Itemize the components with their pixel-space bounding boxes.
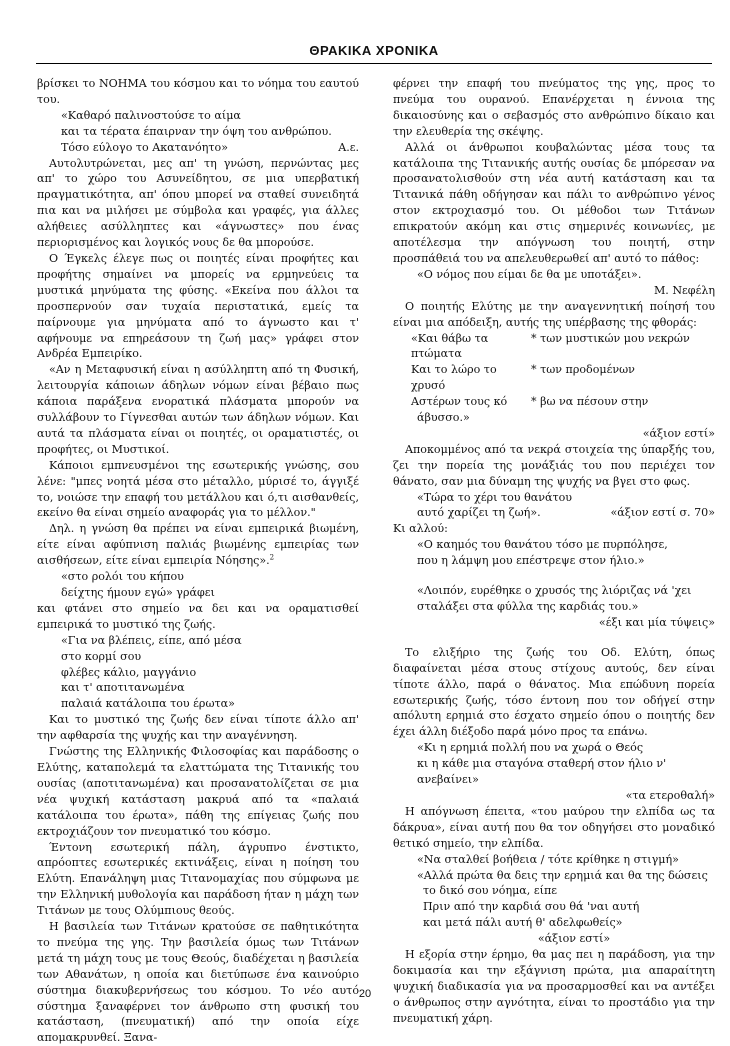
citation: Μ. Νεφέλη [653,283,715,297]
verse-line: άβυσσο.» [417,411,470,425]
paragraph: Κι αλλού: [393,522,448,536]
verse-line: «Καθαρό παλινοστούσε το αίμα [61,108,241,122]
paragraph: Έντονη εσωτερική πάλη, άγρυπνο ένστικτο, απρόοπτες εσωτερικές εκτινάξεις, είναι η ποίηση του Ελύτη. Επανάληψη μιας Τιτανομαχίας που σύμφωνα με την Ελληνική μυθολογία και παράδοση ήταν η μάχη των Τιτάνων με τους Ολύμπιους θεούς. [37,840,359,918]
verse-line: * βω να πέσουν στην [531,395,649,409]
paragraph: Ο Έγκελς έλεγε πως οι ποιητές είναι προφήτες και προφήτης σημαίνει να μπορείς να ερμηνεύεις τα μυστικά μηνύματα της φύσης. «Εκείνα που άλλοι τα προσπερνούν σαν τυχαία περιστατικά, εμείς τα παίρνουμε για μηνύματα από το άγνωστο και τ' αφήνουμε να επηρεάσουν τη ζωή μας» γράφει στον Ανδρέα Εμπειρίκο. [37,251,359,361]
verse-line: και μετά πάλι αυτή θ' αδελφωθείς» [423,916,623,930]
verse-line: «Να σταλθεί βοήθεια / τότε κρίθηκε η στιγμή» [417,852,679,866]
verse-line: «Κι η ερημιά πολλή που να χωρά ο Θεός [417,741,644,755]
page-number: 20 [358,988,372,1000]
citation: «τα ετεροθαλή» [625,788,715,802]
verse-line: Τόσο εύλογο το Ακατανόητο» [61,140,228,154]
verse-line: σταλάξει στα φύλλα της καρδιάς του.» [417,600,639,613]
right-column [393,76,715,1027]
paragraph: «Αν η Μεταφυσική είναι η ασύλληπτη από τη Φυσική, λειτουργία κάποιων άδηλων νόμων είναι βέβαιο πως κάποια παράξενα ενορατικά πλάσματα μπορούν να συλλάβουν το Γίγνεσθαι αυτών των άδηλων νόμων. Και αυτά τα πλάσματα είναι οι ποιητές, οι οραματιστές, οι προφήτες, οι Μυστικοί. [37,363,359,456]
paragraph: Κάποιοι εμπνευσμένοι της εσωτερικής γνώσης, σου λένε: "μπες νοητά μέσα στο μέταλλο, μύρισέ το, άγγιξέ το, νοιώσε την επαφή του μετάλλου και ό,τι αισθανθείς, εκείνο θα είναι σημείο αναφοράς για το μέλλον." [37,458,359,520]
paragraph: Γνώστης της Ελληνικής Φιλοσοφίας και παράδοσης ο Ελύτης, καταπολεμά τα ελαττώματα της Τιτανικής του ουσίας (αποτιτανωμένα) και προσανατολίζεται σε μια νέα ψυχική κατάσταση μακρυά από τα «παλαιά κατάλοιπα του έρωτα», πάθη της επίγειας ζωής που εκτροχιάζουν τον πνευματικό του κόσμο. [37,745,359,838]
running-header: ΘΡΑΚΙΚΑ ΧΡΟΝΙΚΑ [309,43,439,58]
verse-row [393,331,715,363]
verse-attribution-row [37,140,359,156]
verse-line: «Και θάβω τα πτώματα [411,331,489,361]
verse-line: «Αλλά πρώτα θα δεις την ερημιά και θα της δώσεις [417,868,708,882]
paragraph: βρίσκει το ΝΟΗΜΑ του κόσμου και το νόημα του εαυτού του. [37,77,359,106]
verse-row [393,394,715,410]
paragraph: Αυτολυτρώνεται, μες απ' τη γνώση, περνώντας μες απ' το χώρο του Ασυνείδητου, σε μια υπερβατική πραγματικότητα, απ' όπου μπορεί να σταθεί συνειδητά πια και να μιλήσει με σύμβολα και γραφές, για άλλες αλήθειες ασύλληπτες και «άγνωστες» που ένας περιορισμένος και λογικός νους δε θα μπορούσε. [37,156,359,250]
footnote-marker: 2 [269,553,275,562]
paragraph-text: Δηλ. η γνώση θα πρέπει να είναι εμπειρικά βιωμένη, είτε είναι αφύπνιση παλιάς βιωμένης εμπειρίας των αισθήσεων, είτε είναι εμπειρία Νόησης». [37,522,359,568]
verse-line: «Ο καημός του θανάτου τόσο με πυρπόλησε, [417,538,668,552]
paragraph: Αποκομμένος από τα νεκρά στοιχεία της ύπαρξής του, ζει την πορεία της μονάξιάς του που περιέχει τον θάνατο, σαν μια δύναμη της ψυχής να βγει στο φως. [393,442,715,488]
verse-attribution-row [393,505,715,521]
paragraph: Ο ποιητής Ελύτης με την αναγεννητική ποίησή του είναι μια απόδειξη, αυτής της υπέρβασης της φθοράς: [393,299,715,329]
citation: «άξιον εστί» [642,426,715,440]
verse-line: «στο ρολόι του κήπου [61,570,184,584]
verse-line: «Τώρα το χέρι του θανάτου [417,490,573,504]
citation: «άξιον εστί σ. 70» [610,506,715,520]
verse-line: «Ο νόμος που είμαι δε θα με υποτάξει». [417,267,642,281]
paragraph: φέρνει την επαφή του πνεύματος της γης, προς το πνεύμα του ουρανού. Επανέρχεται η έννοια της δικαιοσύνης και ο σεβασμός στο ανθρώπινο δίκαιο και την ελευθερία της σκέψης. [393,77,715,138]
verse-line: Και το λώρο το χρυσό [411,363,497,393]
verse-line: και τα τέρατα έπαιρναν την όψη του ανθρώπου. [61,124,332,138]
left-column [37,76,359,1046]
paragraph: Αλλά οι άνθρωποι κουβαλώντας μέσα τους τα κατάλοιπα της Τιτανικής αυτής ουσίας δε μπόρεσαν να προσανατολισθούν στη νέα αυτή κατάσταση και τα Τιτανικά πάθη οδήγησαν και πάλι το ανθρώπινο γένος στον εκτροχιασμό του. Οι μέθοδοι των Τιτάνων επικρατούν ακόμη και στις σημερινές κοινωνίες, με αποτέλεσμα την απόγνωση του ποιητή, στην προσπάθειά του να απελευθερωθεί απ' αυτό το πάθος: [393,140,715,265]
verse-line: κι η κάθε μια σταγόνα σταθερή στον ήλιο ν' ανεβαίνει» [417,757,667,787]
verse-line: και τ' αποτιτανωμένα [61,681,185,695]
paragraph: Και το μυστικό της ζωής δεν είναι τίποτε άλλο απ' την αφθαρσία της ψυχής και την αναγέννηση. [37,713,359,743]
verse-line: το δικό σου νόημα, είπε [423,884,557,898]
verse-line: Πριν από την καρδιά σου θά 'ναι αυτή [423,900,640,914]
verse-line: * των προδομένων [531,363,635,377]
paragraph: Το ελιξήριο της ζωής του Οδ. Ελύτη, όπως διαφαίνεται μέσα στους στίχους αυτούς, δεν είναι τίποτε άλλο, παρά ο θάνατος. Μια επώδυνη πορεία εσωτερικής ζωής, τόσο έντονη που τον οδήγεί στην απόλυτη ερημιά στο έσχατο σημείο όπου ο ποιητής δεν έχει άλλη διέξοδο παρά μόνο προς τα επάνω. [393,645,715,739]
verse-row [393,362,715,394]
verse-line: παλαιά κατάλοιπα του έρωτα» [61,697,235,711]
header-rule [36,63,712,64]
paragraph: και φτάνει στο σημείο να δει και να οραματισθεί εμπειρικά το μυστικό της ζωής. [37,601,359,631]
verse-line: «Για να βλέπεις, είπε, από μέσα [61,633,242,647]
citation: «έξι και μία τύψεις» [598,615,715,629]
citation: Α.ε. [338,140,359,154]
verse-line: στο κορμί σου [61,649,142,663]
verse-line: Αστέρων τους κό [411,395,508,409]
verse-line: που η λάμψη μου επέστρεψε στον ήλιο.» [417,554,645,568]
verse-line: * των μυστικών μου νεκρών [531,331,690,345]
paragraph: Η βασιλεία των Τιτάνων κρατούσε σε παθητικότητα το πνεύμα της γης. Την βασιλεία όμως των Τιτάνων μετά τη μάχη τους με τους Θεούς, διαδέχεται η βασιλεία των Αθανάτων, η οποία και διετύπωσε ένα καινούριο σύστημα διακυβερνήσεως του κόσμου. Το νέο αυτό σύστημα ξαναφέρνει τον άνθρωπο στη φυσική του κατάσταση, (πνευματική) από την οποία είχε απομακρυνθεί. Ξανα- [37,920,359,1045]
verse-line: φλέβες κάλιο, μαγγάνιο [61,665,197,679]
verse-line: δείχτης ήμουν εγώ» γράφει [61,586,215,599]
paragraph: Η εξορία στην έρημο, θα μας πει η παράδοση, για την δοκιμασία και την εξάγνιση πρώτα, μια απαραίτητη ψυχική διαδικασία για να προσαρμοσθεί και να αντέξει ο άνθρωπος στην αγνότητα, είναι το προστάδιο για την πνευματική χάρη. [393,948,715,1025]
paragraph [37,521,359,569]
citation: «άξιον εστί» [537,932,611,946]
verse-line: αυτό χαρίζει τη ζωή». [417,506,541,520]
verse-line: «Λοιπόν, ευρέθηκε ο χρυσός της λιόριζας νά 'χει [417,584,692,598]
paragraph: Η απόγνωση έπειτα, «του μαύρου την ελπίδα ως τα δάκρυα», είναι αυτή που θα τον οδηγήσει στο μοναδικό θετικό σημείο, την ελπίδα. [393,804,715,850]
